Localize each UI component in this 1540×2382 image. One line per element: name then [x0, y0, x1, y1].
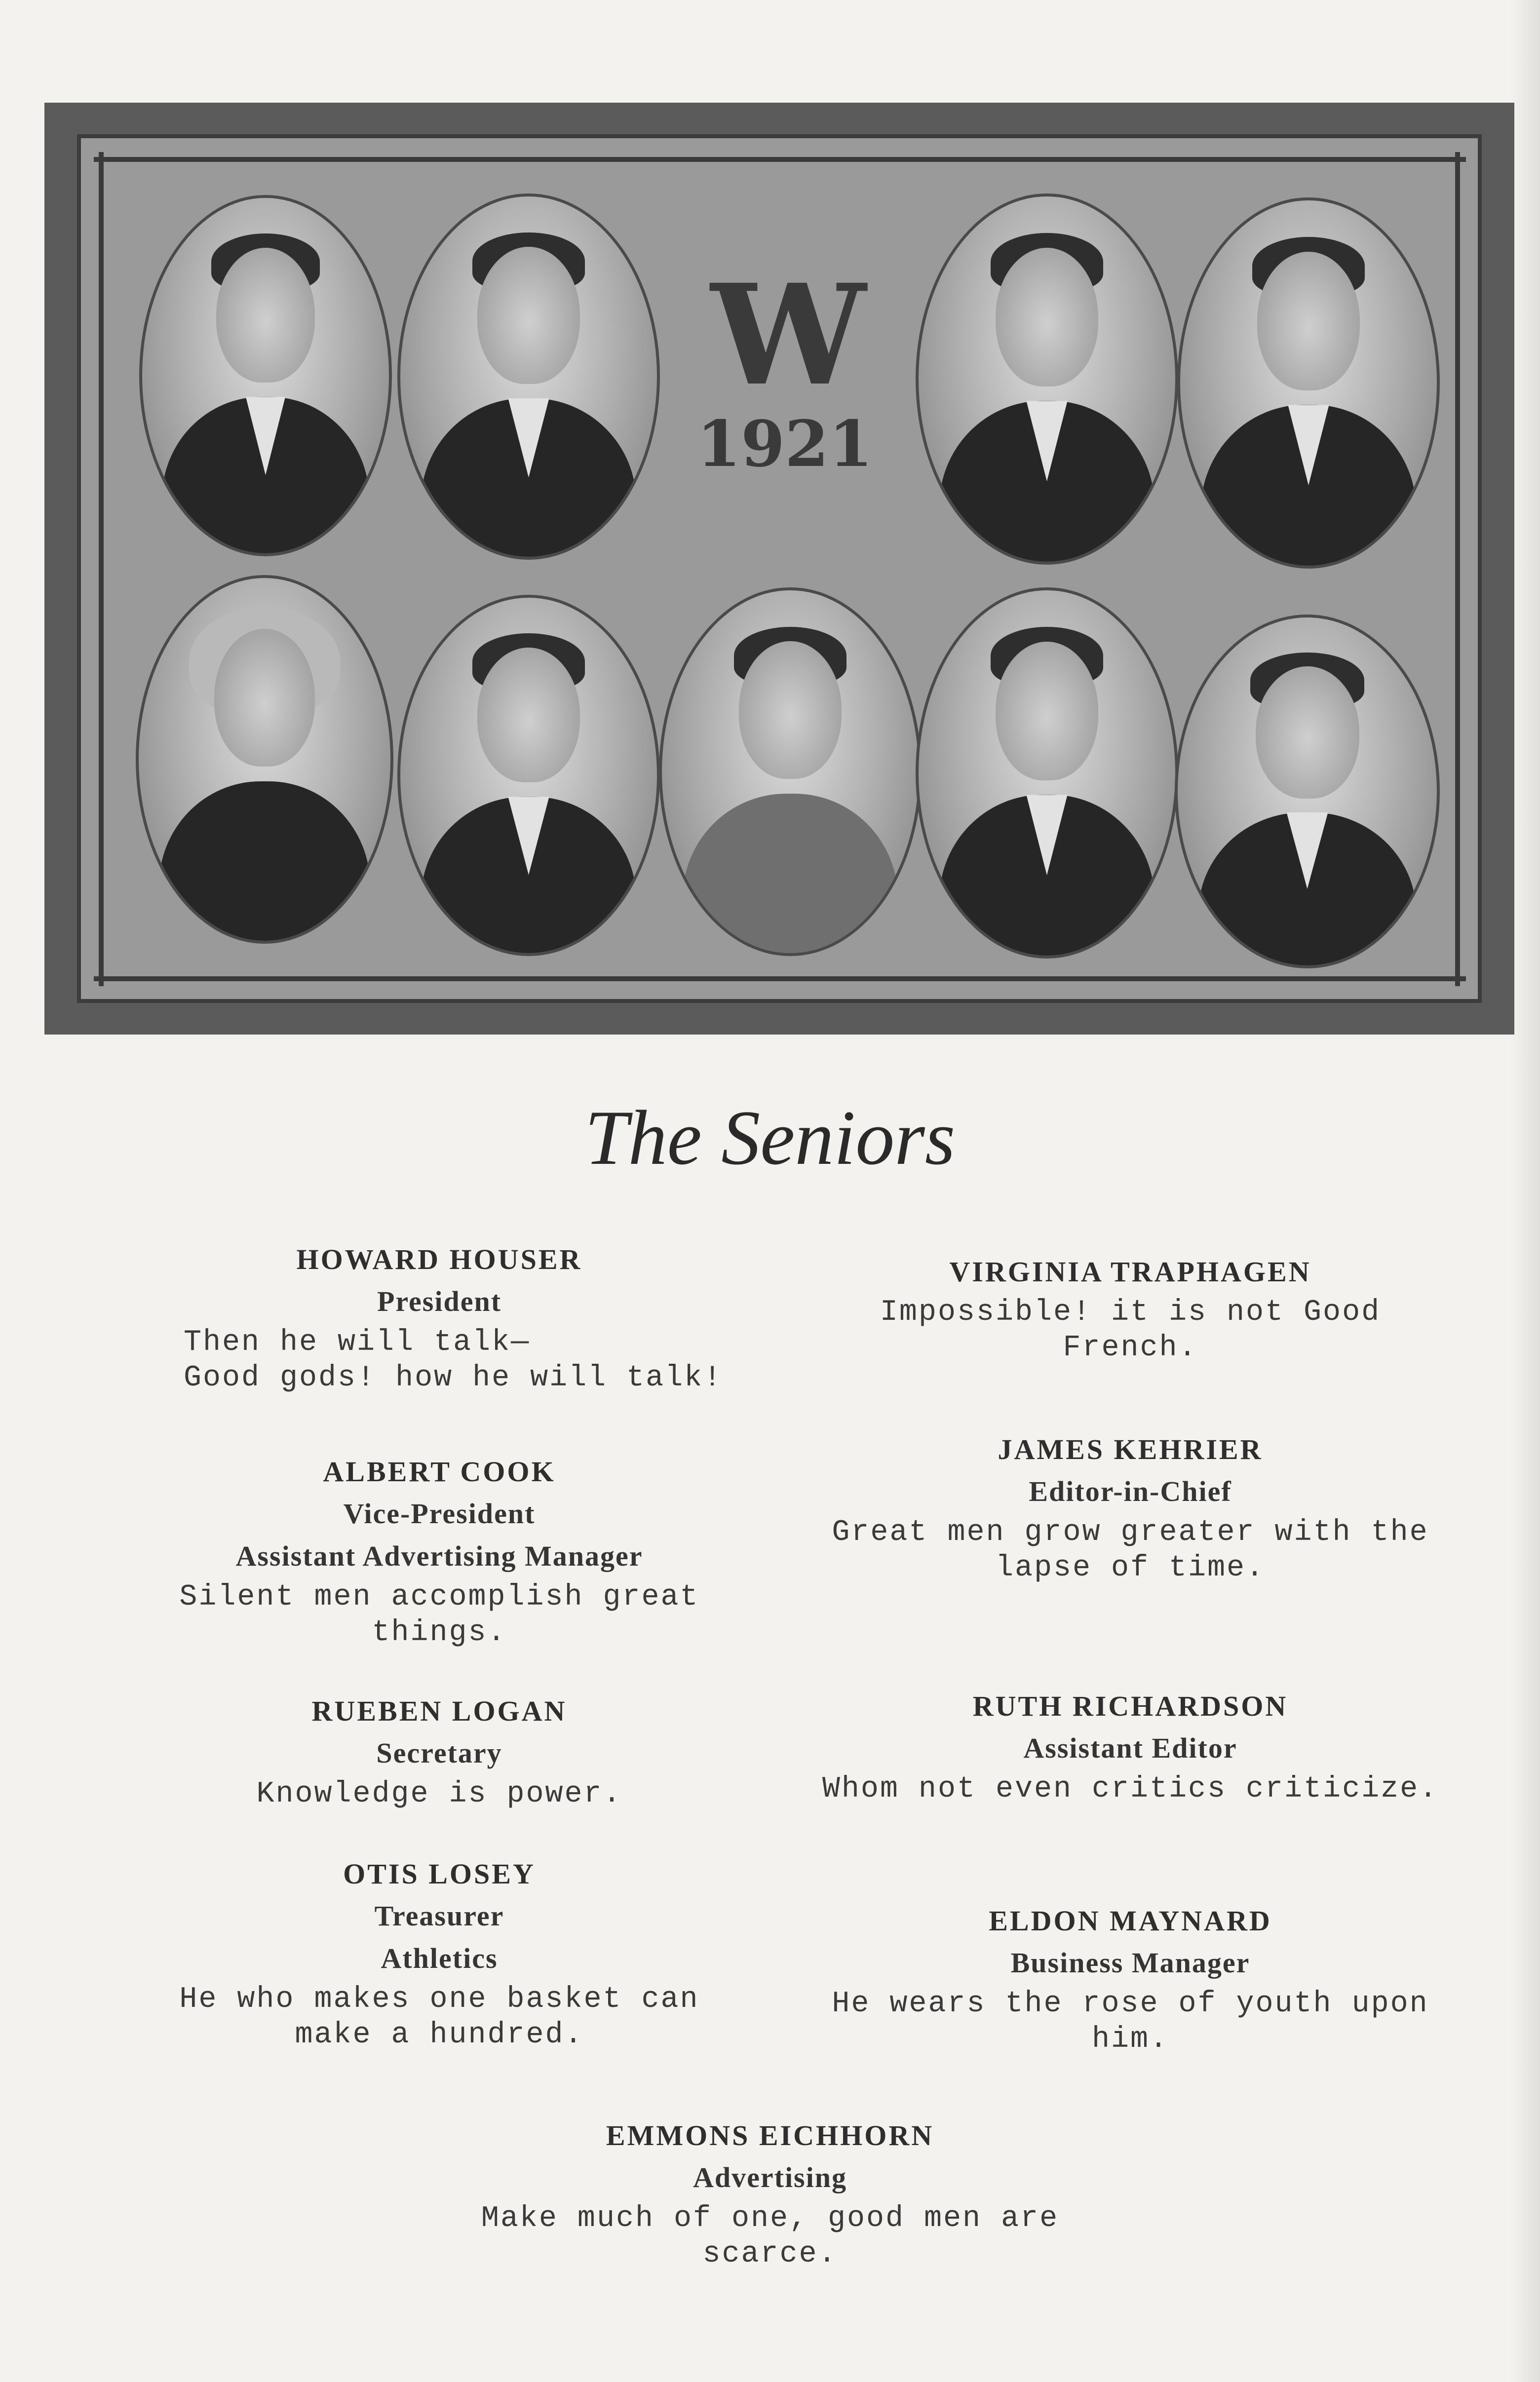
senior-name: RUEBEN LOGAN — [311, 1695, 567, 1727]
quote-line: make a hundred. — [295, 2018, 584, 2052]
senior-quote — [148, 1776, 731, 1812]
quote-line: Silent men accomplish great — [179, 1580, 699, 1614]
portrait-oval — [397, 595, 660, 956]
portrait-oval — [139, 195, 392, 556]
senior-entry — [148, 1853, 731, 2053]
quote-line: things. — [372, 1616, 507, 1650]
quote-line: Impossible! it is not Good French. — [880, 1296, 1381, 1365]
senior-role: Athletics — [381, 1942, 498, 1974]
senior-name: HOWARD HOUSER — [296, 1243, 582, 1275]
panel-top-rule — [94, 157, 1466, 162]
portrait-oval — [916, 193, 1178, 565]
senior-role: Vice-President — [343, 1498, 536, 1530]
senior-quote — [148, 1325, 731, 1396]
senior-entry — [464, 2115, 1076, 2272]
quote-line: He wears the rose of youth upon — [832, 1987, 1429, 2021]
senior-quote — [148, 1982, 731, 2053]
quote-line: Make much of one, good men are — [481, 2202, 1059, 2235]
senior-role: Business Manager — [1010, 1947, 1250, 1979]
senior-entry — [809, 1429, 1451, 1586]
senior-role: Secretary — [376, 1737, 502, 1769]
senior-name: EMMONS EICHHORN — [606, 2119, 934, 2151]
senior-quote — [809, 1515, 1451, 1586]
portrait-oval — [136, 575, 393, 944]
portrait-oval — [916, 587, 1178, 959]
senior-name: RUTH RICHARDSON — [972, 1690, 1288, 1722]
portrait-oval — [1175, 615, 1440, 968]
senior-name: ELDON MAYNARD — [989, 1905, 1272, 1937]
quote-line: lapse of time. — [995, 1551, 1266, 1585]
senior-name: ALBERT COOK — [323, 1456, 556, 1488]
senior-name: OTIS LOSEY — [343, 1858, 536, 1890]
senior-entry — [809, 1900, 1451, 2057]
senior-name: VIRGINIA TRAPHAGEN — [949, 1256, 1311, 1288]
senior-entry — [148, 1451, 731, 1651]
quote-line: Good gods! how he will talk! — [184, 1361, 723, 1395]
portrait-oval — [397, 193, 660, 560]
panel-bottom-rule — [94, 976, 1466, 981]
portrait-oval — [659, 587, 922, 956]
panel-right-rule — [1455, 152, 1460, 986]
panel-left-rule — [99, 152, 104, 986]
emblem-letter: W — [711, 254, 866, 417]
quote-line: Great men grow greater with the — [832, 1516, 1429, 1549]
emblem-year: 1921 — [696, 407, 873, 481]
senior-entry — [148, 1239, 731, 1396]
quote-line: Knowledge is power. — [256, 1777, 622, 1811]
senior-quote — [464, 2201, 1076, 2272]
senior-name: JAMES KEHRIER — [998, 1433, 1263, 1465]
page-edge-shadow — [1510, 0, 1540, 2382]
quote-line: He who makes one basket can — [179, 1983, 699, 2016]
senior-entry — [809, 1251, 1451, 1366]
portrait-oval — [1177, 197, 1440, 569]
senior-quote — [809, 1771, 1451, 1807]
senior-role: Treasurer — [374, 1900, 504, 1932]
senior-role: Assistant Advertising Manager — [235, 1540, 643, 1572]
quote-line: scarce. — [702, 2237, 838, 2271]
senior-entry — [809, 1686, 1451, 1807]
quote-line: him. — [1091, 2023, 1169, 2056]
quote-line: Whom not even critics criticize. — [822, 1772, 1439, 1806]
senior-entry — [148, 1690, 731, 1812]
quote-line: Then he will talk— — [184, 1326, 531, 1359]
senior-quote — [809, 1295, 1451, 1366]
senior-quote — [809, 1986, 1451, 2057]
senior-role: President — [377, 1285, 502, 1317]
senior-role: Advertising — [693, 2161, 847, 2193]
page-title: The Seniors — [584, 1095, 956, 1181]
senior-quote — [148, 1579, 731, 1651]
senior-role: Assistant Editor — [1023, 1732, 1237, 1764]
senior-role: Editor-in-Chief — [1029, 1475, 1232, 1507]
